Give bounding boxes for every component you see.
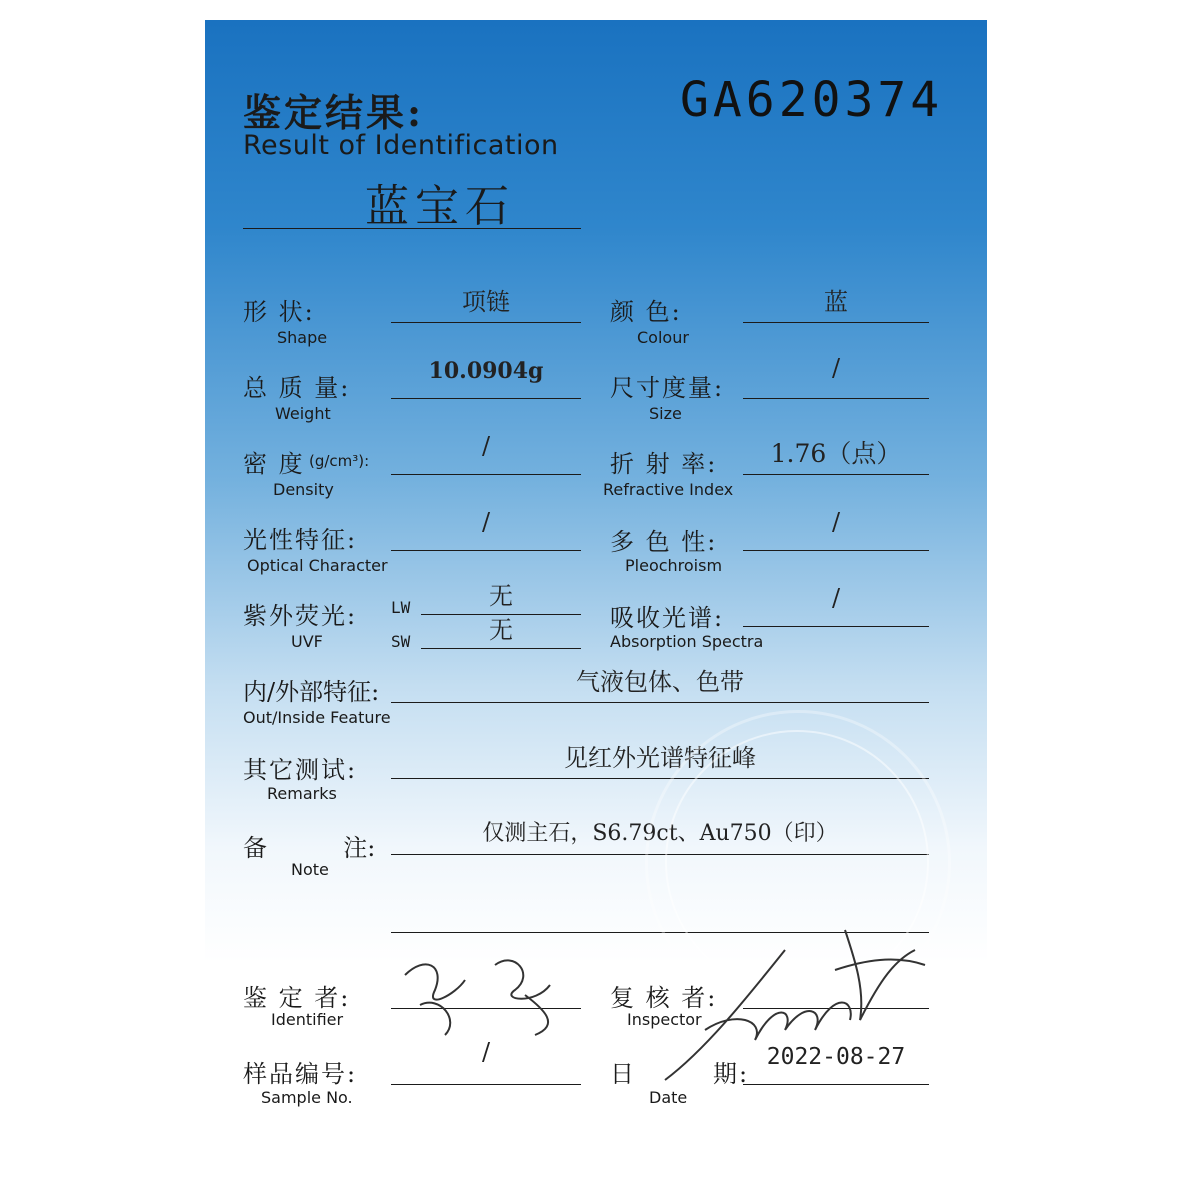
- colour-label: 颜 色:: [610, 298, 682, 326]
- identifier-signature: [385, 935, 605, 1045]
- weight-label: 总 质 量:: [243, 374, 351, 402]
- note-label: 备 注:: [243, 834, 376, 862]
- feature-value: 气液包体、色带: [576, 668, 744, 696]
- absorption-spectra-label-en: Absorption Spectra: [610, 632, 764, 651]
- sample-no-label-en: Sample No.: [261, 1088, 353, 1107]
- feature-underline: [391, 702, 929, 703]
- optical-character-value: /: [481, 508, 491, 536]
- sample-no-value: /: [481, 1038, 491, 1066]
- density-value: /: [481, 432, 491, 460]
- inspector-label-en: Inspector: [627, 1010, 702, 1029]
- remarks-label: 其它测试:: [243, 756, 358, 784]
- uvf-label: 紫外荧光:: [243, 602, 358, 630]
- title-english: Result of Identification: [243, 130, 559, 161]
- size-label-en: Size: [649, 404, 682, 423]
- absorption-spectra-label: 吸收光谱:: [610, 604, 725, 632]
- date-value: 2022-08-27: [766, 1044, 906, 1070]
- pleochroism-underline: [743, 550, 929, 551]
- uvf-label-en: UVF: [291, 632, 323, 651]
- weight-label-en: Weight: [275, 404, 331, 423]
- sample-no-underline: [391, 1084, 581, 1085]
- refractive-index-value: 1.76（点）: [770, 439, 902, 468]
- identifier-label-en: Identifier: [271, 1010, 344, 1029]
- colour-underline: [743, 322, 929, 323]
- certificate-card: [205, 20, 987, 1170]
- colour-label-en: Colour: [637, 328, 689, 347]
- pleochroism-label-en: Pleochroism: [625, 556, 723, 575]
- refractive-index-underline: [743, 474, 929, 475]
- density-unit: (g/cm³):: [309, 452, 370, 470]
- absorption-spectra-value: /: [831, 584, 841, 612]
- shape-label: 形 状:: [243, 298, 315, 326]
- optical-character-label: 光性特征:: [243, 526, 358, 554]
- sample-no-label: 样品编号:: [243, 1060, 358, 1088]
- absorption-spectra-underline: [743, 626, 929, 627]
- result-underline: [243, 228, 581, 229]
- note-label-en: Note: [291, 860, 329, 879]
- inspector-signature: [645, 910, 945, 1090]
- shape-value: 项链: [462, 288, 510, 316]
- identification-result: 蓝宝石: [365, 181, 515, 232]
- feature-label-en: Out/Inside Feature: [243, 708, 391, 727]
- density-underline: [391, 474, 581, 475]
- remarks-label-en: Remarks: [267, 784, 337, 803]
- remarks-value: 见红外光谱特征峰: [564, 744, 756, 772]
- colour-value: 蓝: [824, 288, 848, 316]
- date-label: 日 期:: [610, 1060, 750, 1088]
- size-value: /: [831, 354, 841, 382]
- weight-underline: [391, 398, 581, 399]
- certificate-number: GA620374: [680, 72, 944, 128]
- feature-label: 内/外部特征:: [243, 678, 380, 706]
- pleochroism-label: 多 色 性:: [610, 528, 718, 556]
- pleochroism-value: /: [831, 508, 841, 536]
- date-label-en: Date: [649, 1088, 688, 1107]
- density-label: 密 度: [243, 450, 305, 478]
- refractive-index-label: 折 射 率:: [610, 450, 718, 478]
- identifier-label: 鉴 定 者:: [243, 984, 351, 1012]
- shape-label-en: Shape: [277, 328, 328, 347]
- weight-value: 10.0904g: [428, 358, 544, 384]
- uvf-lw-value: 无: [489, 582, 513, 610]
- size-underline: [743, 398, 929, 399]
- density-label-en: Density: [273, 480, 334, 499]
- uvf-sw-underline: [421, 648, 581, 649]
- shape-underline: [391, 322, 581, 323]
- uvf-sw-value: 无: [489, 616, 513, 644]
- title-chinese: 鉴定结果:: [243, 90, 425, 135]
- inspector-label: 复 核 者:: [610, 984, 718, 1012]
- optical-character-label-en: Optical Character: [247, 556, 388, 575]
- uvf-lw-label: LW: [391, 598, 411, 617]
- size-label: 尺寸度量:: [610, 374, 725, 402]
- uvf-sw-label: SW: [391, 632, 411, 651]
- optical-character-underline: [391, 550, 581, 551]
- refractive-index-label-en: Refractive Index: [603, 480, 734, 499]
- note-value: 仅测主石，S6.79ct、Au750（印）: [482, 821, 838, 846]
